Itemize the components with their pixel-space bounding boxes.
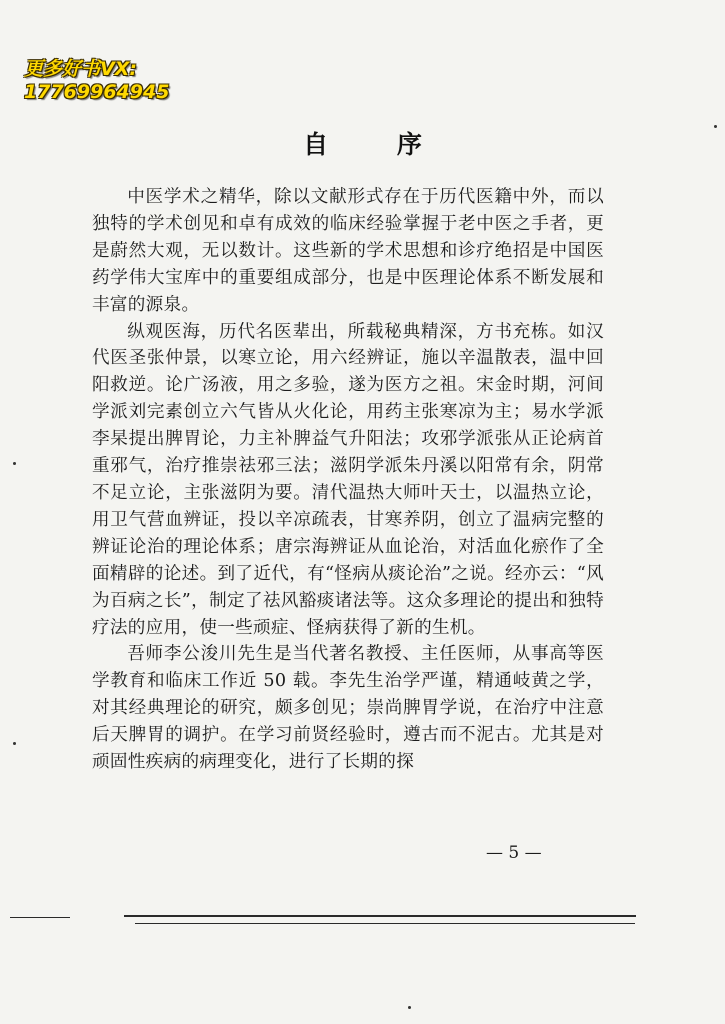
scan-speck xyxy=(13,462,16,465)
paragraph-3: 吾师李公浚川先生是当代著名教授、主任医师，从事高等医学教育和临床工作近 50 载。李先生治学严谨，精通岐黄之学，对其经典理论的研究，颇多创见；崇尚脾胃学说，在治疗中注意后天脾胃的调护。在学习前贤经验时，遵古而不泥古。尤其是对顽固性疾病的病理变化，进行了长期的探 xyxy=(92,644,604,773)
page-number: — 5 — xyxy=(486,843,542,863)
paragraph-2: 纵观医海，历代名医辈出，所载秘典精深，方书充栋。如汉代医圣张仲景，以寒立论，用六经辨证，施以辛温散表，温中回阳救逆。论广汤液，用之多验，遂为医方之祖。宋金时期，河间学派刘完素创立六气皆从火化论，用药主张寒凉为主；易水学派李杲提出脾胃论，力主补脾益气升阳法；攻邪学派张从正论病首重邪气，治疗推崇祛邪三法；滋阴学派朱丹溪以阳常有余，阴常不足立论，主张滋阴为要。清代温热大师叶天士，以温热立论，用卫气营血辨证，投以辛凉疏表，甘寒养阴，创立了温病完整的辨证论治的理论体系；唐宗海辨证从血论治，对活血化瘀作了全面精辟的论述。到了近代，有“怪病从痰论治”之说。经亦云：“风为百病之长”，制定了祛风豁痰诸法等。这众多理论的提出和独特疗法的应用，使一些顽症、怪病获得了新的生机。 xyxy=(92,321,604,638)
scan-speck xyxy=(13,742,16,745)
watermark-number: 17769964945 xyxy=(24,81,170,103)
preface-body xyxy=(92,184,604,776)
scan-rule-top xyxy=(124,915,636,917)
page-title: 自 序 xyxy=(303,130,452,159)
scan-speck xyxy=(408,1006,411,1009)
paragraph-1: 中医学术之精华，除以文献形式存在于历代医籍中外，而以独特的学术创见和卓有成效的临床经验掌握于老中医之手者，更是蔚然大观，无以数计。这些新的学术思想和诊疗绝招是中国医药学伟大宝库中的重要组成部分，也是中医理论体系不断发展和丰富的源泉。 xyxy=(92,187,604,315)
scan-rule-left xyxy=(10,917,70,918)
watermark-label: 更多好书VX: xyxy=(24,58,137,80)
watermark xyxy=(24,58,184,104)
scan-rule-bottom xyxy=(135,923,635,924)
scan-speck xyxy=(714,125,717,128)
